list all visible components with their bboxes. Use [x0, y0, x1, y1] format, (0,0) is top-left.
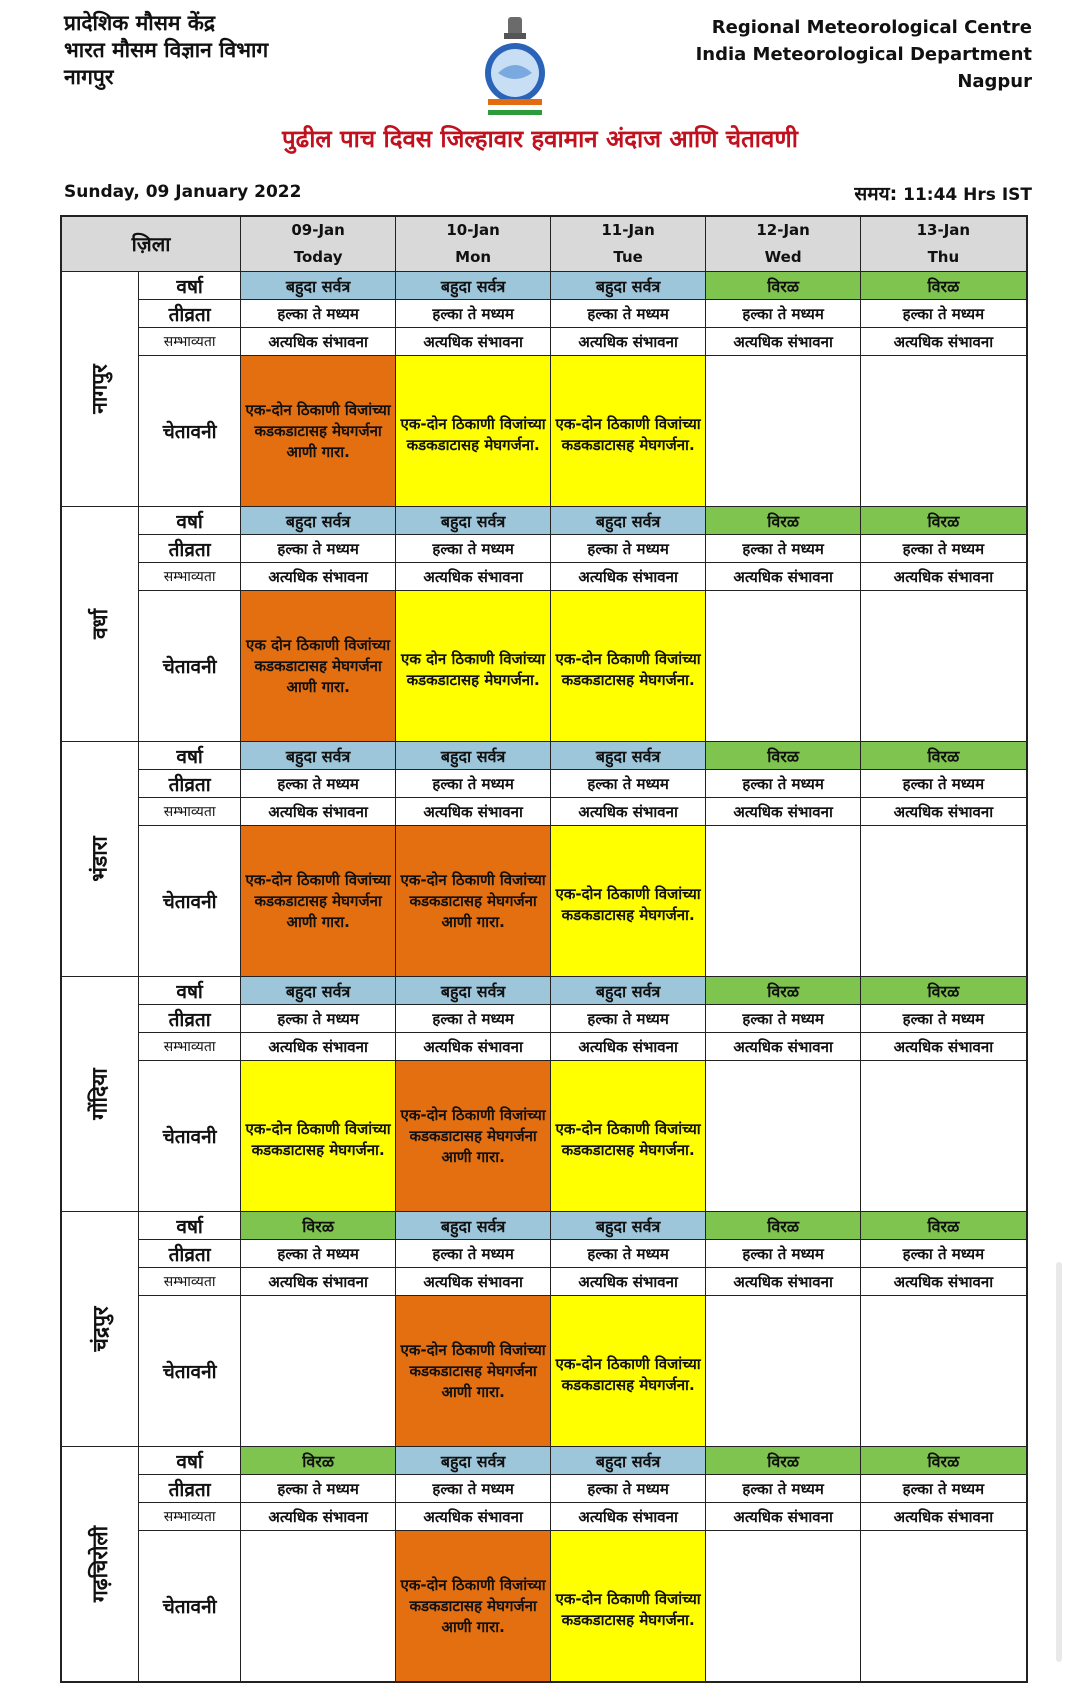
rain-coverage-cell: बहुदा सर्वत्र	[551, 742, 706, 770]
rain-coverage-cell: बहुदा सर्वत्र	[396, 1212, 551, 1240]
intensity-cell: हल्का ते मध्यम	[551, 1005, 706, 1033]
probability-cell: अत्यधिक संभावना	[551, 563, 706, 591]
district-warning-row	[61, 1061, 1027, 1212]
rain-coverage-cell: बहुदा सर्वत्र	[551, 1447, 706, 1475]
intensity-cell: हल्का ते मध्यम	[861, 770, 1027, 798]
district-rain-row	[61, 1447, 1027, 1475]
header-hindi-line: प्रादेशिक मौसम केंद्र	[64, 11, 216, 35]
row-label-probability: सम्भाव्यता	[139, 798, 241, 826]
district-rain-row	[61, 507, 1027, 535]
intensity-cell: हल्का ते मध्यम	[396, 300, 551, 328]
day-date: 12-Jan	[756, 221, 810, 239]
time-value: 11:44 Hrs IST	[897, 185, 1032, 205]
probability-cell: अत्यधिक संभावना	[706, 328, 861, 356]
warning-cell-yellow: एक-दोन ठिकाणी विजांच्या कडकडाटासह मेघगर्जना.	[551, 1531, 706, 1683]
warning-cell-yellow: एक-दोन ठिकाणी विजांच्या कडकडाटासह मेघगर्जना.	[551, 1061, 706, 1212]
rain-coverage-cell: विरळ	[861, 1447, 1027, 1475]
intensity-cell: हल्का ते मध्यम	[861, 535, 1027, 563]
row-label-warning: चेतावनी	[139, 1531, 241, 1683]
district-intensity-row	[61, 1005, 1027, 1033]
district-warning-row	[61, 591, 1027, 742]
district-warning-row	[61, 826, 1027, 977]
warning-cell-orange: एक-दोन ठिकाणी विजांच्या कडकडाटासह मेघगर्जना आणी गारा.	[396, 1061, 551, 1212]
rain-coverage-cell: विरळ	[241, 1447, 396, 1475]
rain-coverage-cell: बहुदा सर्वत्र	[241, 742, 396, 770]
row-label-intensity: तीव्रता	[139, 300, 241, 328]
rain-coverage-cell: बहुदा सर्वत्र	[241, 507, 396, 535]
header-hindi-line: भारत मौसम विज्ञान विभाग	[64, 38, 269, 62]
row-label-warning: चेतावनी	[139, 356, 241, 507]
rain-coverage-cell: बहुदा सर्वत्र	[396, 742, 551, 770]
district-name-cell	[61, 1447, 139, 1683]
row-label-warning: चेतावनी	[139, 1296, 241, 1447]
probability-cell: अत्यधिक संभावना	[396, 798, 551, 826]
warning-cell-empty	[861, 1296, 1027, 1447]
row-label-warning: चेतावनी	[139, 591, 241, 742]
warning-cell-orange: एक दोन ठिकाणी विजांच्या कडकडाटासह मेघगर्जना आणी गारा.	[241, 591, 396, 742]
warning-cell-empty	[706, 356, 861, 507]
probability-cell: अत्यधिक संभावना	[861, 328, 1027, 356]
district-intensity-row	[61, 300, 1027, 328]
intensity-cell: हल्का ते मध्यम	[241, 1005, 396, 1033]
probability-cell: अत्यधिक संभावना	[396, 1503, 551, 1531]
district-intensity-row	[61, 1240, 1027, 1268]
probability-cell: अत्यधिक संभावना	[241, 1268, 396, 1296]
day-header	[861, 216, 1027, 272]
district-name-cell	[61, 742, 139, 977]
intensity-cell: हल्का ते मध्यम	[241, 1475, 396, 1503]
scrollbar[interactable]	[1056, 1262, 1062, 1662]
warning-cell-empty	[861, 826, 1027, 977]
day-header	[706, 216, 861, 272]
rain-coverage-cell: विरळ	[706, 272, 861, 300]
row-label-rain: वर्षा	[139, 507, 241, 535]
intensity-cell: हल्का ते मध्यम	[706, 300, 861, 328]
row-label-rain: वर्षा	[139, 1447, 241, 1475]
district-name: गढ़चिरोली	[88, 1525, 113, 1603]
probability-cell: अत्यधिक संभावना	[241, 563, 396, 591]
rain-coverage-cell: बहुदा सर्वत्र	[551, 1212, 706, 1240]
day-name: Mon	[455, 248, 492, 266]
warning-cell-empty	[706, 591, 861, 742]
rain-coverage-cell: विरळ	[861, 272, 1027, 300]
day-name: Tue	[613, 248, 643, 266]
intensity-cell: हल्का ते मध्यम	[861, 1005, 1027, 1033]
rain-coverage-cell: विरळ	[706, 1212, 861, 1240]
district-name-cell	[61, 1212, 139, 1447]
forecast-table	[60, 215, 1028, 1683]
day-date: 09-Jan	[291, 221, 345, 239]
warning-cell-empty	[706, 1296, 861, 1447]
warning-cell-empty	[706, 826, 861, 977]
day-name: Today	[293, 248, 343, 266]
row-label-rain: वर्षा	[139, 1212, 241, 1240]
page-title: पुढील पाच दिवस जिल्हावार हवामान अंदाज आणि चेतावणी	[282, 125, 798, 153]
warning-cell-yellow: एक-दोन ठिकाणी विजांच्या कडकडाटासह मेघगर्जना.	[551, 826, 706, 977]
warning-cell-empty	[861, 356, 1027, 507]
intensity-cell: हल्का ते मध्यम	[551, 770, 706, 798]
day-name: Wed	[764, 248, 802, 266]
district-probability-row	[61, 1033, 1027, 1061]
district-intensity-row	[61, 1475, 1027, 1503]
intensity-cell: हल्का ते मध्यम	[241, 1240, 396, 1268]
header-english	[696, 14, 1032, 95]
row-label-intensity: तीव्रता	[139, 535, 241, 563]
row-label-rain: वर्षा	[139, 977, 241, 1005]
district-name: भंडारा	[88, 836, 113, 882]
intensity-cell: हल्का ते मध्यम	[861, 300, 1027, 328]
intensity-cell: हल्का ते मध्यम	[551, 1240, 706, 1268]
imd-emblem-icon	[480, 15, 550, 115]
issue-time	[854, 180, 1032, 206]
rain-coverage-cell: बहुदा सर्वत्र	[241, 977, 396, 1005]
rain-coverage-cell: बहुदा सर्वत्र	[551, 507, 706, 535]
row-label-probability: सम्भाव्यता	[139, 1033, 241, 1061]
intensity-cell: हल्का ते मध्यम	[241, 535, 396, 563]
probability-cell: अत्यधिक संभावना	[551, 1268, 706, 1296]
warning-cell-yellow: एक-दोन ठिकाणी विजांच्या कडकडाटासह मेघगर्जना.	[551, 1296, 706, 1447]
intensity-cell: हल्का ते मध्यम	[396, 1475, 551, 1503]
district-name: गोंदिया	[88, 1068, 113, 1120]
warning-cell-empty	[706, 1531, 861, 1683]
warning-cell-empty	[241, 1296, 396, 1447]
intensity-cell: हल्का ते मध्यम	[241, 770, 396, 798]
district-intensity-row	[61, 770, 1027, 798]
probability-cell: अत्यधिक संभावना	[551, 1033, 706, 1061]
day-name: Thu	[927, 248, 960, 266]
district-probability-row	[61, 328, 1027, 356]
district-probability-row	[61, 563, 1027, 591]
intensity-cell: हल्का ते मध्यम	[706, 1475, 861, 1503]
rain-coverage-cell: बहुदा सर्वत्र	[241, 272, 396, 300]
district-name: वर्धा	[88, 608, 113, 640]
row-label-probability: सम्भाव्यता	[139, 328, 241, 356]
district-warning-row	[61, 1296, 1027, 1447]
intensity-cell: हल्का ते मध्यम	[861, 1475, 1027, 1503]
intensity-cell: हल्का ते मध्यम	[861, 1240, 1027, 1268]
intensity-cell: हल्का ते मध्यम	[396, 1005, 551, 1033]
rain-coverage-cell: विरळ	[706, 742, 861, 770]
probability-cell: अत्यधिक संभावना	[396, 1033, 551, 1061]
intensity-cell: हल्का ते मध्यम	[551, 535, 706, 563]
rain-coverage-cell: विरळ	[706, 1447, 861, 1475]
warning-cell-orange: एक-दोन ठिकाणी विजांच्या कडकडाटासह मेघगर्जना आणी गारा.	[396, 1296, 551, 1447]
row-label-intensity: तीव्रता	[139, 770, 241, 798]
warning-cell-empty	[861, 1531, 1027, 1683]
intensity-cell: हल्का ते मध्यम	[396, 1240, 551, 1268]
warning-cell-yellow: एक-दोन ठिकाणी विजांच्या कडकडाटासह मेघगर्जना.	[241, 1061, 396, 1212]
header-english-line: Regional Meteorological Centre	[711, 17, 1032, 38]
row-label-probability: सम्भाव्यता	[139, 1503, 241, 1531]
rain-coverage-cell: विरळ	[861, 1212, 1027, 1240]
header-english-line: India Meteorological Department	[695, 44, 1032, 65]
issue-date: Sunday, 09 January 2022	[64, 182, 302, 202]
header-hindi-line: नागपुर	[64, 65, 114, 89]
probability-cell: अत्यधिक संभावना	[241, 328, 396, 356]
probability-cell: अत्यधिक संभावना	[706, 1503, 861, 1531]
district-name-cell	[61, 272, 139, 507]
warning-cell-yellow: एक-दोन ठिकाणी विजांच्या कडकडाटासह मेघगर्जना.	[396, 356, 551, 507]
district-rain-row	[61, 1212, 1027, 1240]
warning-cell-orange: एक-दोन ठिकाणी विजांच्या कडकडाटासह मेघगर्जना आणी गारा.	[396, 826, 551, 977]
district-rain-row	[61, 977, 1027, 1005]
warning-cell-yellow: एक दोन ठिकाणी विजांच्या कडकडाटासह मेघगर्जना.	[396, 591, 551, 742]
row-label-probability: सम्भाव्यता	[139, 1268, 241, 1296]
probability-cell: अत्यधिक संभावना	[241, 1033, 396, 1061]
rain-coverage-cell: बहुदा सर्वत्र	[551, 977, 706, 1005]
district-warning-row	[61, 1531, 1027, 1683]
rain-coverage-cell: विरळ	[861, 742, 1027, 770]
district-warning-row	[61, 356, 1027, 507]
row-label-rain: वर्षा	[139, 272, 241, 300]
warning-cell-empty	[706, 1061, 861, 1212]
probability-cell: अत्यधिक संभावना	[706, 798, 861, 826]
district-name: नागपुर	[88, 364, 113, 414]
district-name: चंद्रपुर	[88, 1306, 113, 1352]
row-label-intensity: तीव्रता	[139, 1005, 241, 1033]
rain-coverage-cell: विरळ	[241, 1212, 396, 1240]
probability-cell: अत्यधिक संभावना	[861, 1503, 1027, 1531]
row-label-probability: सम्भाव्यता	[139, 563, 241, 591]
district-header: ज़िला	[61, 216, 241, 272]
rain-coverage-cell: बहुदा सर्वत्र	[396, 977, 551, 1005]
day-date: 10-Jan	[446, 221, 500, 239]
district-name-cell	[61, 507, 139, 742]
probability-cell: अत्यधिक संभावना	[861, 1268, 1027, 1296]
rain-coverage-cell: बहुदा सर्वत्र	[396, 272, 551, 300]
rain-coverage-cell: बहुदा सर्वत्र	[551, 272, 706, 300]
district-intensity-row	[61, 535, 1027, 563]
header-english-line: Nagpur	[957, 71, 1032, 92]
probability-cell: अत्यधिक संभावना	[396, 563, 551, 591]
header-hindi	[64, 10, 268, 91]
probability-cell: अत्यधिक संभावना	[551, 1503, 706, 1531]
probability-cell: अत्यधिक संभावना	[861, 1033, 1027, 1061]
row-label-warning: चेतावनी	[139, 1061, 241, 1212]
probability-cell: अत्यधिक संभावना	[706, 563, 861, 591]
rain-coverage-cell: बहुदा सर्वत्र	[396, 1447, 551, 1475]
probability-cell: अत्यधिक संभावना	[706, 1033, 861, 1061]
district-name-cell	[61, 977, 139, 1212]
rain-coverage-cell: विरळ	[861, 977, 1027, 1005]
intensity-cell: हल्का ते मध्यम	[551, 300, 706, 328]
intensity-cell: हल्का ते मध्यम	[706, 1005, 861, 1033]
intensity-cell: हल्का ते मध्यम	[706, 1240, 861, 1268]
district-probability-row	[61, 1268, 1027, 1296]
warning-cell-empty	[861, 1061, 1027, 1212]
warning-cell-empty	[861, 591, 1027, 742]
rain-coverage-cell: विरळ	[706, 977, 861, 1005]
row-label-intensity: तीव्रता	[139, 1475, 241, 1503]
intensity-cell: हल्का ते मध्यम	[706, 770, 861, 798]
row-label-warning: चेतावनी	[139, 826, 241, 977]
row-label-rain: वर्षा	[139, 742, 241, 770]
day-date: 13-Jan	[916, 221, 971, 239]
rain-coverage-cell: बहुदा सर्वत्र	[396, 507, 551, 535]
probability-cell: अत्यधिक संभावना	[551, 798, 706, 826]
time-label: समय:	[854, 183, 898, 205]
day-header	[551, 216, 706, 272]
probability-cell: अत्यधिक संभावना	[861, 563, 1027, 591]
probability-cell: अत्यधिक संभावना	[241, 798, 396, 826]
intensity-cell: हल्का ते मध्यम	[396, 770, 551, 798]
warning-cell-yellow: एक-दोन ठिकाणी विजांच्या कडकडाटासह मेघगर्जना.	[551, 356, 706, 507]
day-date: 11-Jan	[601, 221, 655, 239]
warning-cell-empty	[241, 1531, 396, 1683]
probability-cell: अत्यधिक संभावना	[396, 1268, 551, 1296]
district-probability-row	[61, 1503, 1027, 1531]
rain-coverage-cell: विरळ	[861, 507, 1027, 535]
warning-cell-orange: एक-दोन ठिकाणी विजांच्या कडकडाटासह मेघगर्जना आणी गारा.	[396, 1531, 551, 1683]
probability-cell: अत्यधिक संभावना	[551, 328, 706, 356]
intensity-cell: हल्का ते मध्यम	[706, 535, 861, 563]
probability-cell: अत्यधिक संभावना	[706, 1268, 861, 1296]
day-header	[241, 216, 396, 272]
rain-coverage-cell: विरळ	[706, 507, 861, 535]
probability-cell: अत्यधिक संभावना	[861, 798, 1027, 826]
warning-cell-yellow: एक-दोन ठिकाणी विजांच्या कडकडाटासह मेघगर्जना.	[551, 591, 706, 742]
warning-cell-orange: एक-दोन ठिकाणी विजांच्या कडकडाटासह मेघगर्जना आणी गारा.	[241, 356, 396, 507]
probability-cell: अत्यधिक संभावना	[396, 328, 551, 356]
district-probability-row	[61, 798, 1027, 826]
warning-cell-orange: एक-दोन ठिकाणी विजांच्या कडकडाटासह मेघगर्जना आणी गारा.	[241, 826, 396, 977]
intensity-cell: हल्का ते मध्यम	[551, 1475, 706, 1503]
row-label-intensity: तीव्रता	[139, 1240, 241, 1268]
probability-cell: अत्यधिक संभावना	[241, 1503, 396, 1531]
day-header	[396, 216, 551, 272]
district-rain-row	[61, 272, 1027, 300]
district-rain-row	[61, 742, 1027, 770]
intensity-cell: हल्का ते मध्यम	[396, 535, 551, 563]
intensity-cell: हल्का ते मध्यम	[241, 300, 396, 328]
